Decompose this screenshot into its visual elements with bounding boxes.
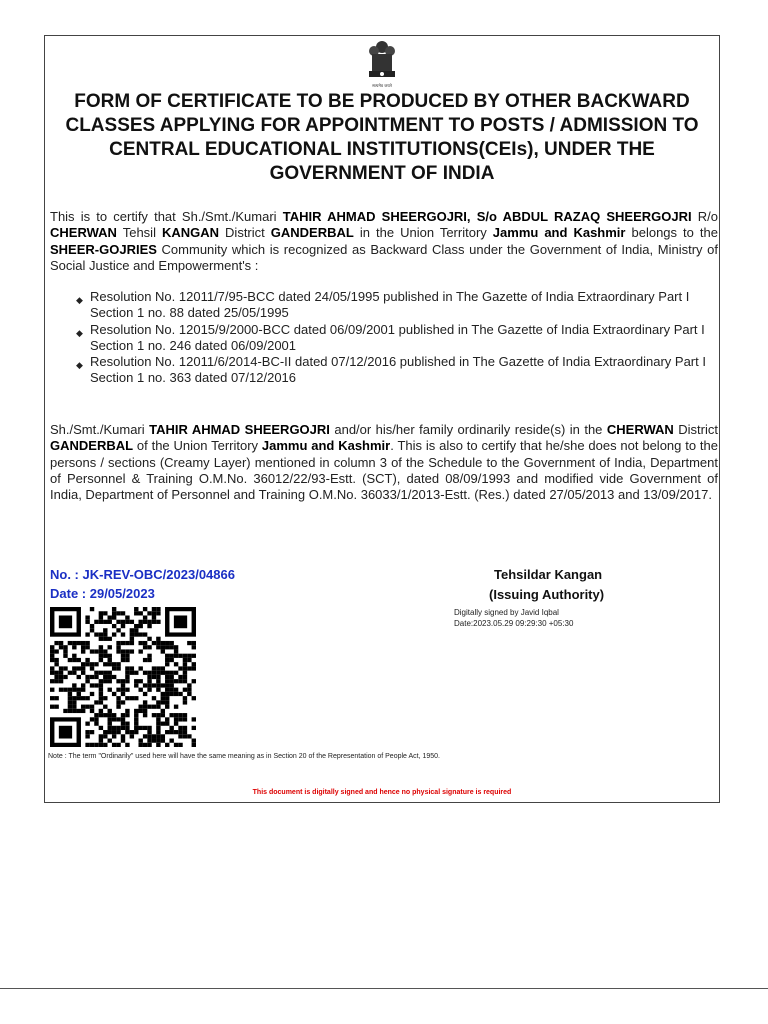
village: CHERWAN [606,422,674,437]
union-territory: Jammu and Kashmir [261,438,391,454]
district: GANDERBAL [50,438,134,454]
resolution-list [50,289,718,387]
list-item [50,289,718,322]
union-territory: Jammu and Kashmir [492,225,626,241]
text: R/o [691,209,719,224]
residence-paragraph [50,422,718,503]
signature-timestamp: Date:2023.05.29 09:29:30 +05:30 [454,619,574,628]
applicant-name: TAHIR AHMAD SHEERGOJRI, S/o ABDUL RAZAQ SHEERGOJRI [282,209,692,224]
national-emblem-icon [364,38,400,90]
resolution-text: Resolution No. 12011/7/95-BCC dated 24/05/1995 published in The Gazette of India Extraordinary Part I Section 1 no. 88 dated 25/05/1995 [90,289,690,321]
qr-code-icon [50,607,196,747]
text: belongs to the [625,225,718,241]
text: of the Union Territory [133,438,262,454]
issuing-officer: Tehsildar Kangan [494,567,603,582]
text: This is to certify that Sh./Smt./Kumari [50,209,283,224]
text: Sh./Smt./Kumari [50,422,150,437]
certificate-number: No. : JK-REV-OBC/2023/04866 [50,567,235,582]
bullet-diamond-icon: ◆ [76,327,83,338]
applicant-name: TAHIR AHMAD SHEERGOJRI [149,422,330,437]
list-item [50,354,718,387]
emblem-motto: सत्यमेव जयते [372,83,392,88]
text: District [673,422,718,437]
text: Community which is recognized as Backward Class under the Government of India, Ministry of Social Justice and Empowerment's : [50,241,718,273]
certificate-date: Date : 29/05/2023 [50,586,155,601]
resolution-text: Resolution No. 12011/6/2014-BC-II dated 07/12/2016 published in The Gazette of India Extraordinary Part I Section 1 no. 363 dated 07/12/2016 [90,354,706,386]
ordinarily-note: Note : The term "Ordinarily" used here will have the same meaning as in Section 20 of the Representation of People Act, 1950. [48,753,441,760]
digital-signature-block [454,607,573,629]
tehsil: KANGAN [161,225,220,241]
page-divider [0,988,768,989]
certificate-title: FORM OF CERTIFICATE TO BE PRODUCED BY OTHER BACKWARD CLASSES APPLYING FOR APPOINTMENT TO POSTS / ADMISSION TO CENTRAL EDUCATIONAL INSTITUTIONS(CEIs), UNDER THE GOVERNMENT OF INDIA [65,91,699,184]
text: and/or his/her family ordinarily reside(s) in the [329,422,607,437]
text: Tehsil [116,225,162,241]
text: in the Union Territory [353,225,493,241]
signature-signer: Digitally signed by Javid Iqbal [454,608,559,617]
text: District [219,225,271,241]
digital-signature-notice: This document is digitally signed and hence no physical signature is required [252,789,512,796]
list-item [50,322,718,355]
text: . This is also to certify that he/she does not belong to the persons / sections (Creamy Layer) mentioned in column 3 of the Schedule to the Government of India, Department of Personnel & Training O.M.No. 36012/22/93-Estt. (SCT), dated 08/09/1993 and modified vide Government of India, Department of Personnel and Training O.M.No. 36033/1/2013-Estt. (Res.) dated 27/05/2013 and 13/09/2017. [50,438,718,503]
community: SHEER-GOJRIES [50,241,157,257]
certification-paragraph [50,209,718,274]
bullet-diamond-icon: ◆ [76,360,83,371]
bullet-diamond-icon: ◆ [76,295,83,305]
issuing-authority-label: (Issuing Authority) [489,587,605,602]
district: GANDERBAL [270,225,354,241]
resolution-text: Resolution No. 12015/9/2000-BCC dated 06/09/2001 published in The Gazette of India Extraordinary Part I Section 1 no. 246 dated 06/09/2001 [90,321,705,353]
village: CHERWAN [50,225,117,241]
